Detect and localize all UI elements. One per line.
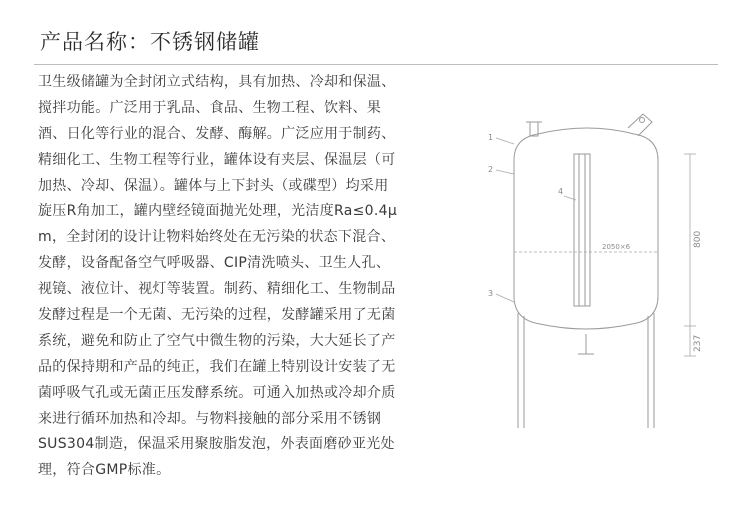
leader-1 [496,138,514,144]
tank-technical-drawing [478,108,710,430]
description-line: 品的保持期和产品的纯正，我们在罐上特别设计安装了无 [38,358,396,375]
leader-2 [496,170,514,174]
description-line: 卫生级储罐为全封闭立式结构，具有加热、冷却和保温、 [38,74,396,90]
description-line: 菌呼吸气孔或无菌正压发酵系统。可通入加热或冷却介质 [38,384,396,401]
part-label-4: 4 [558,187,564,196]
description-line: 搅拌功能。广泛用于乳品、食品、生物工程、饮料、果 [38,99,382,116]
top-head [514,128,658,160]
diameter-dim-label: 2050×6 [602,243,631,251]
description-line: 发酵，设备配备空气呼吸器、CIP清洗喷头、卫生人孔、 [38,255,391,272]
tank-drawing-svg [478,108,710,430]
description-line: 旋压R角加工，罐内壁经镜面抛光处理，光洁度Ra≤0.4μ [38,203,398,220]
description-line: 发酵过程是一个无菌、无污染的过程，发酵罐采用了无菌 [38,307,396,324]
description-line: 精细化工、生物工程等行业，罐体设有夹层、保温层（可 [38,151,396,168]
description-line: 酒、日化等行业的混合、发酵、酶解。广泛应用于制药、 [38,125,396,142]
description-line: SUS304制造，保温采用聚胺脂发泡，外表面磨砂亚光处 [38,436,395,453]
description-line: m，全封闭的设计让物料始终处在无污染的状态下混合、 [38,229,396,246]
leg-dim-label: 237 [693,334,703,352]
part-label-1: 1 [488,133,494,142]
part-label-3: 3 [488,289,494,298]
description-line: 理，符合GMP标准。 [38,462,171,479]
top-nozzle-right [628,114,652,136]
description-line: 加热、冷却、保温）。罐体与上下封头（或碟型）均采用 [38,177,389,194]
height-dim-label: 800 [693,230,703,248]
description-line: 系统，避免和防止了空气中微生物的污染，大大延长了产 [38,332,396,349]
bottom-head [514,296,658,329]
title-divider [34,64,718,65]
product-title: 产品名称：不锈钢储罐 [40,30,260,54]
liquid-level-gauge [574,154,590,306]
description-line: 来进行循环加热和冷却。与物料接触的部分采用不锈钢 [38,410,382,427]
leader-3 [496,294,514,302]
part-label-2: 2 [488,165,494,174]
product-description [38,70,478,484]
description-line: 视镜、液位计、视灯等装置。制药、精细化工、生物制品 [38,281,396,298]
